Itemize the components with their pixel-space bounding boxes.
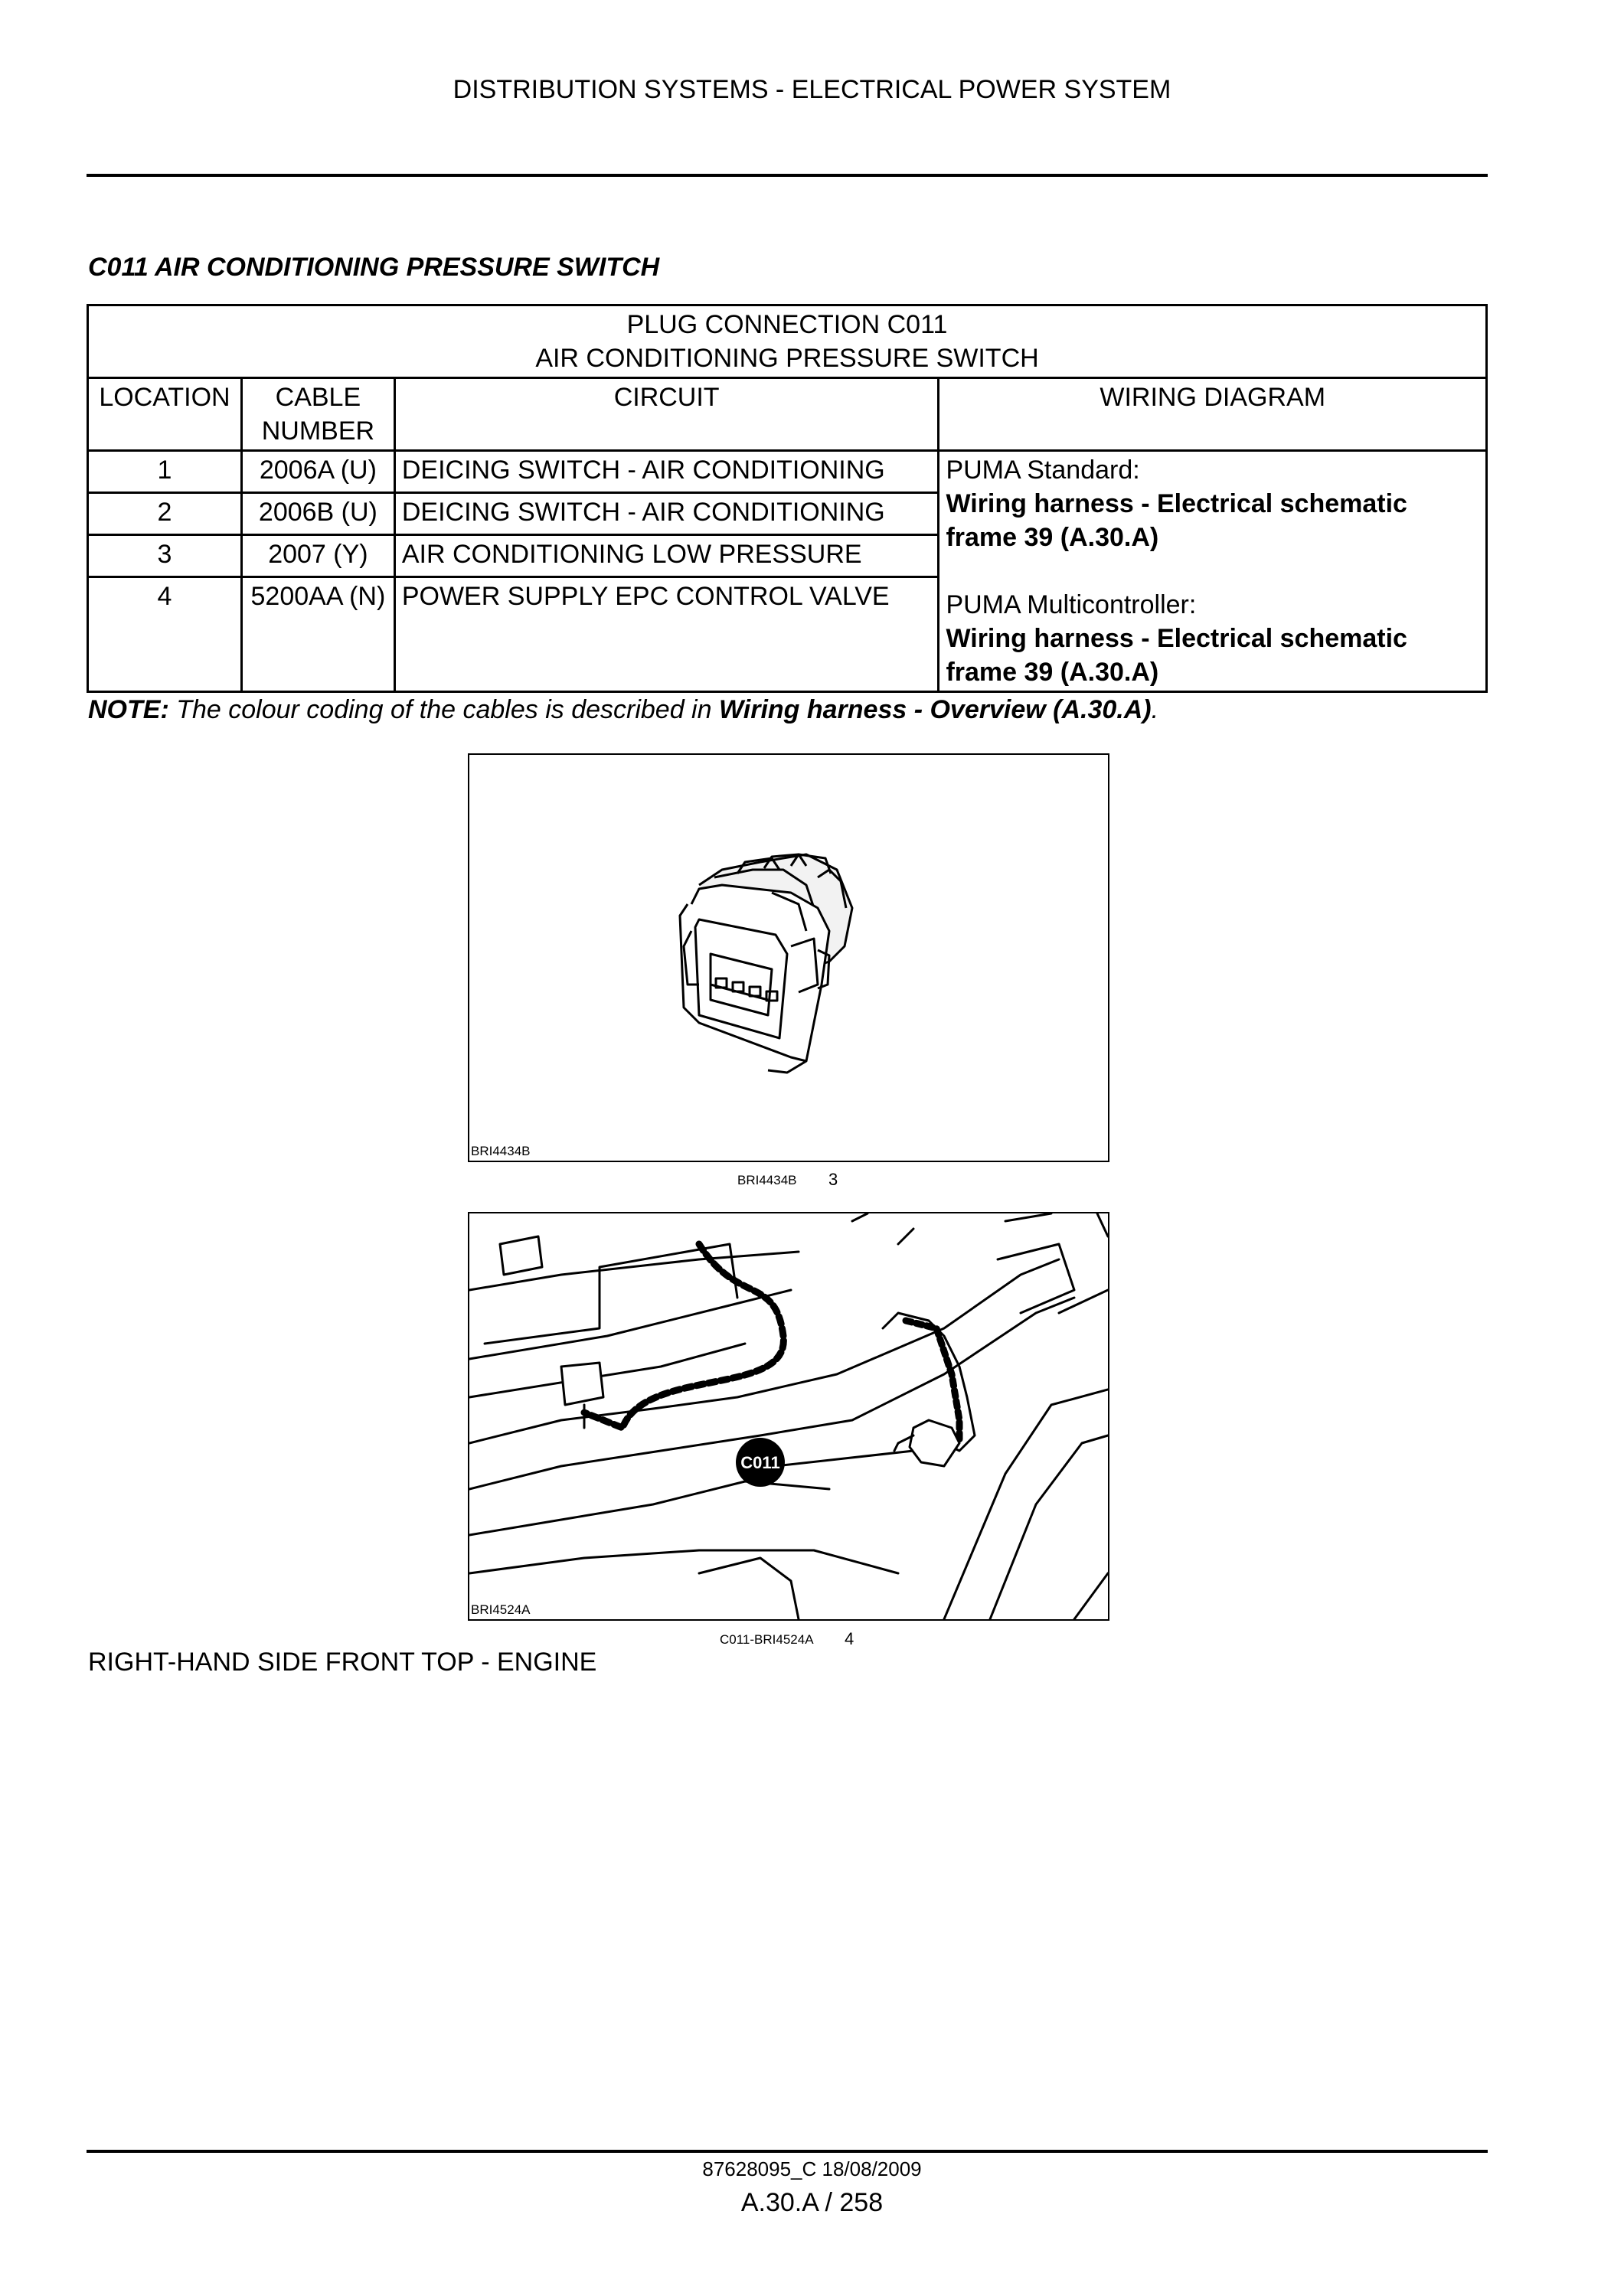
table-title-row [88, 305, 1487, 378]
header-wiring-diagram: WIRING DIAGRAM [939, 378, 1487, 451]
engine-illustration [469, 1213, 1108, 1619]
note [88, 695, 1158, 725]
header-cable-line1: CABLE [275, 383, 361, 412]
figure-ref-code: BRI4434B [471, 1144, 531, 1158]
figure-caption: BRI4434B [737, 1173, 797, 1187]
cell-circuit: DEICING SWITCH - AIR CONDITIONING [394, 451, 939, 493]
header-rule [87, 174, 1488, 177]
c011-callout-label: C011 [740, 1453, 780, 1472]
cell-location: 3 [88, 535, 242, 577]
note-end: . [1151, 695, 1159, 724]
connector-illustration [469, 755, 1108, 1161]
figure-engine-location [468, 1212, 1109, 1621]
footer-page-number: A.30.A / 258 [740, 2188, 884, 2217]
cell-location: 1 [88, 451, 242, 493]
standard-ref-line2: frame 39 (A.30.A) [946, 523, 1159, 552]
cell-location: 2 [88, 493, 242, 535]
multi-ref-link[interactable] [946, 622, 1479, 689]
plug-connection-table [87, 304, 1488, 693]
standard-ref-line1: Wiring harness - Electrical schematic [946, 489, 1407, 518]
standard-ref-link[interactable] [946, 487, 1479, 554]
header-cable-line2: NUMBER [261, 416, 375, 446]
puma-multicontroller-label: PUMA Multicontroller: [946, 590, 1197, 619]
figure-caption: C011-BRI4524A [720, 1632, 814, 1647]
footer-doc-id: 87628095_C 18/08/2009 [702, 2157, 922, 2180]
table-header-row [88, 378, 1487, 451]
figure-connector [468, 753, 1109, 1162]
cell-cable: 5200AA (N) [241, 577, 394, 692]
table-title-line2: AIR CONDITIONING PRESSURE SWITCH [535, 344, 1039, 373]
cell-circuit: AIR CONDITIONING LOW PRESSURE [394, 535, 939, 577]
cell-cable: 2006A (U) [241, 451, 394, 493]
page-header: DISTRIBUTION SYSTEMS - ELECTRICAL POWER SYSTEM [453, 75, 1171, 104]
cell-wiring-diagram [939, 451, 1487, 692]
cell-circuit: DEICING SWITCH - AIR CONDITIONING [394, 493, 939, 535]
figure-number: 3 [828, 1170, 838, 1189]
multi-ref-line2: frame 39 (A.30.A) [946, 658, 1159, 687]
footer-rule [87, 2150, 1488, 2153]
cell-cable: 2007 (Y) [241, 535, 394, 577]
header-circuit: CIRCUIT [394, 378, 939, 451]
header-cable-number [241, 378, 394, 451]
cell-circuit: POWER SUPPLY EPC CONTROL VALVE [394, 577, 939, 692]
multi-ref-line1: Wiring harness - Electrical schematic [946, 624, 1407, 653]
section-title: C011 AIR CONDITIONING PRESSURE SWITCH [88, 253, 660, 282]
figure-number: 4 [845, 1629, 854, 1648]
puma-standard-label: PUMA Standard: [946, 456, 1140, 485]
note-label: NOTE: [88, 695, 169, 724]
table-title-line1: PLUG CONNECTION C011 [626, 310, 948, 339]
table-row [88, 451, 1487, 493]
cell-location: 4 [88, 577, 242, 692]
location-description: RIGHT-HAND SIDE FRONT TOP - ENGINE [88, 1648, 597, 1677]
note-link[interactable]: Wiring harness - Overview (A.30.A) [718, 695, 1152, 724]
cell-cable: 2006B (U) [241, 493, 394, 535]
note-text: The colour coding of the cables is described in [168, 695, 719, 724]
figure-ref-code: BRI4524A [471, 1602, 531, 1617]
table-title [88, 305, 1487, 378]
header-location: LOCATION [88, 378, 242, 451]
